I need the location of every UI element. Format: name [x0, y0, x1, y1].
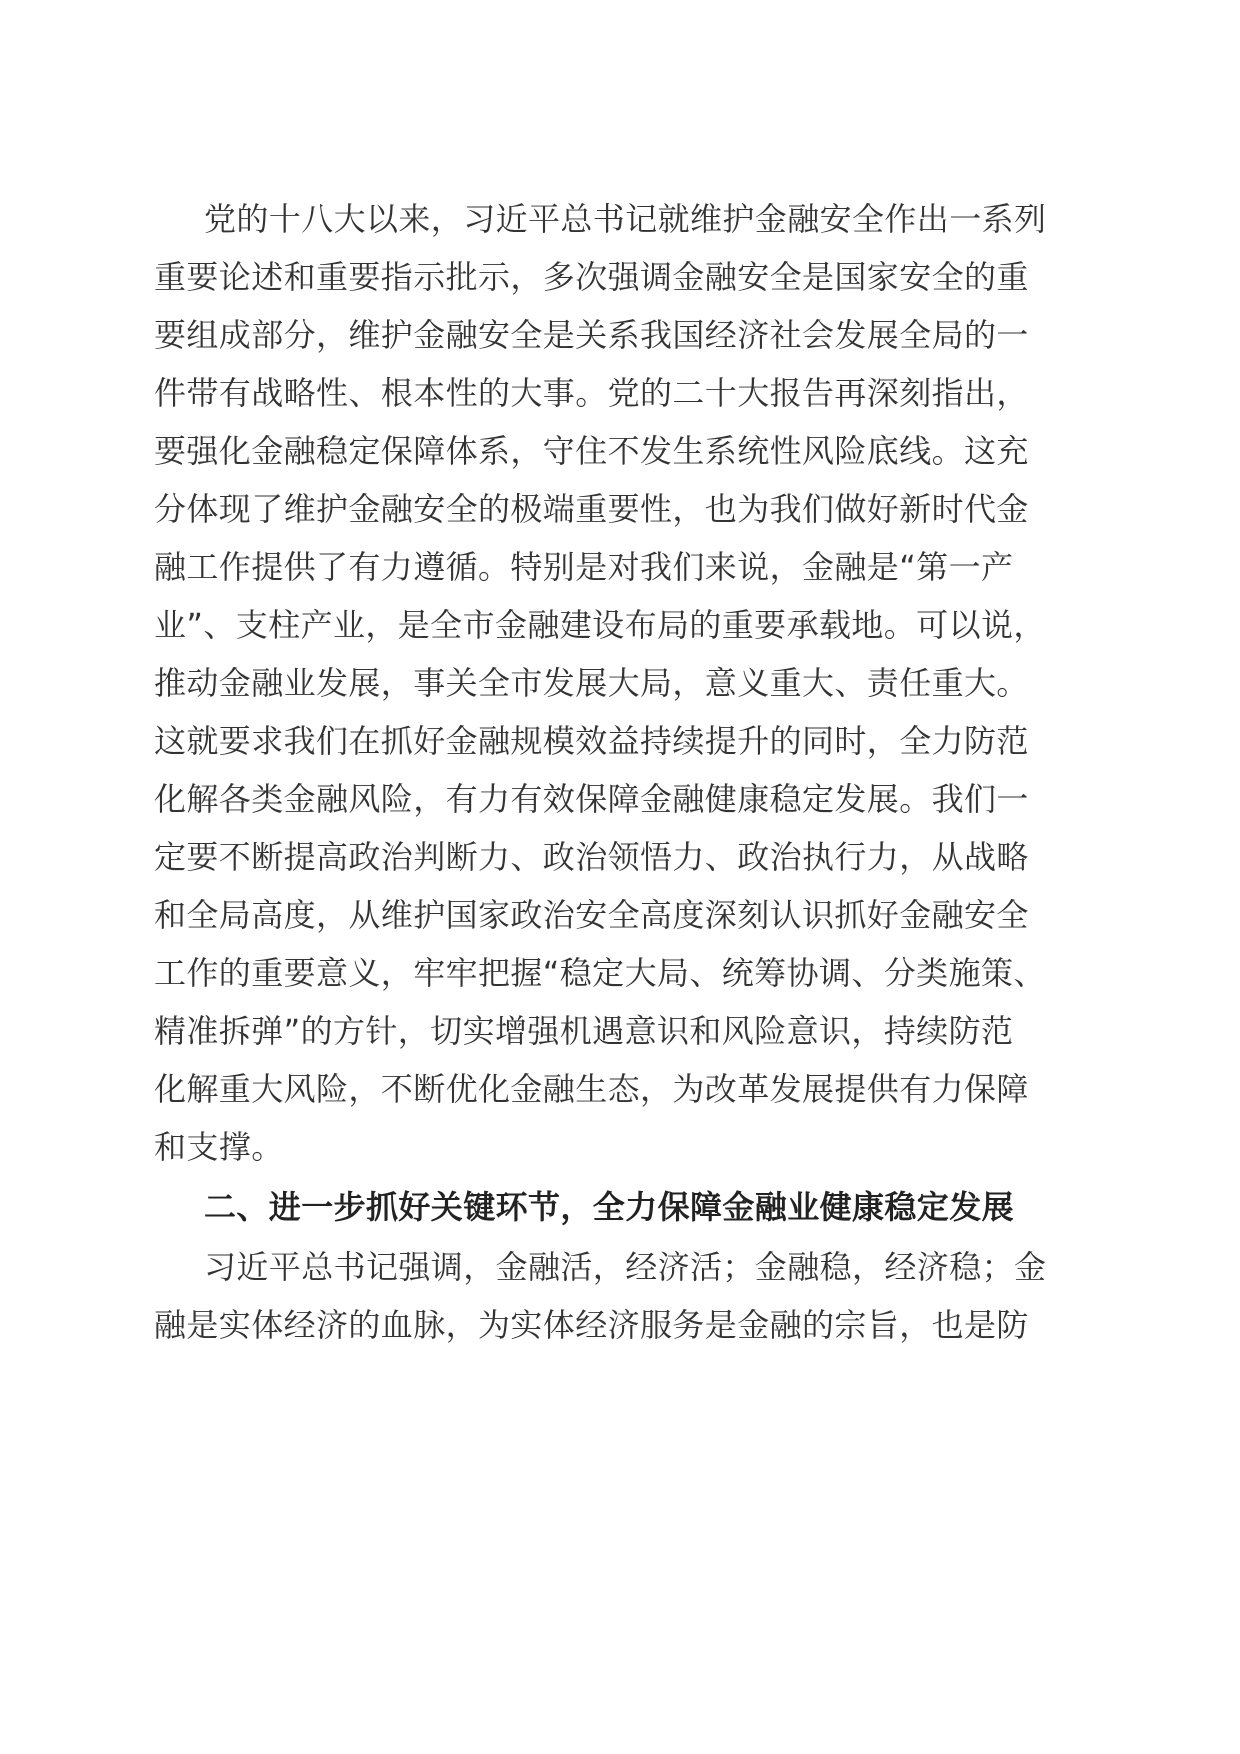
paragraph-1-line-14: 工作的重要意义，牢牢把握“稳定大局、统筹协调、分类施策、	[154, 954, 1046, 992]
paragraph-1-line-13: 和全局高度，从维护国家政治安全高度深刻认识抓好金融安全	[154, 896, 1029, 934]
paragraph-1-line-10: 这就要求我们在抓好金融规模效益持续提升的同时，全力防范	[154, 722, 1029, 760]
paragraph-1-line-16: 化解重大风险，不断优化金融生态，为改革发展提供有力保障	[154, 1070, 1029, 1108]
paragraph-1-line-15: 精准拆弹”的方针，切实增强机遇意识和风险意识，持续防范	[154, 1012, 1014, 1050]
paragraph-1-line-8: 业”、支柱产业，是全市金融建设布局的重要承载地。可以说，	[154, 606, 1046, 644]
paragraph-2-line-2: 融是实体经济的血脉，为实体经济服务是金融的宗旨，也是防	[154, 1306, 1029, 1344]
paragraph-1-line-3: 要组成部分，维护金融安全是关系我国经济社会发展全局的一	[154, 316, 1029, 354]
section-heading: 二、进一步抓好关键环节，全力保障金融业健康稳定发展	[204, 1188, 1015, 1226]
paragraph-1-line-4: 件带有战略性、根本性的大事。党的二十大报告再深刻指出，	[154, 374, 1029, 412]
paragraph-1-line-11: 化解各类金融风险，有力有效保障金融健康稳定发展。我们一	[154, 780, 1029, 818]
paragraph-1-line-17: 和支撑。	[154, 1128, 284, 1166]
paragraph-1-line-12: 定要不断提高政治判断力、政治领悟力、政治执行力，从战略	[154, 838, 1029, 876]
paragraph-2-line-1: 习近平总书记强调，金融活，经济活；金融稳，经济稳；金	[204, 1248, 1047, 1286]
paragraph-1-line-9: 推动金融业发展，事关全市发展大局，意义重大、责任重大。	[154, 664, 1029, 702]
paragraph-1-line-7: 融工作提供了有力遵循。特别是对我们来说，金融是“第一产	[154, 548, 1014, 586]
paragraph-1-line-6: 分体现了维护金融安全的极端重要性，也为我们做好新时代金	[154, 490, 1029, 528]
paragraph-1-line-2: 重要论述和重要指示批示，多次强调金融安全是国家安全的重	[154, 258, 1029, 296]
paragraph-1-line-5: 要强化金融稳定保障体系，守住不发生系统性风险底线。这充	[154, 432, 1029, 470]
paragraph-1-line-1: 党的十八大以来，习近平总书记就维护金融安全作出一系列	[204, 200, 1047, 238]
